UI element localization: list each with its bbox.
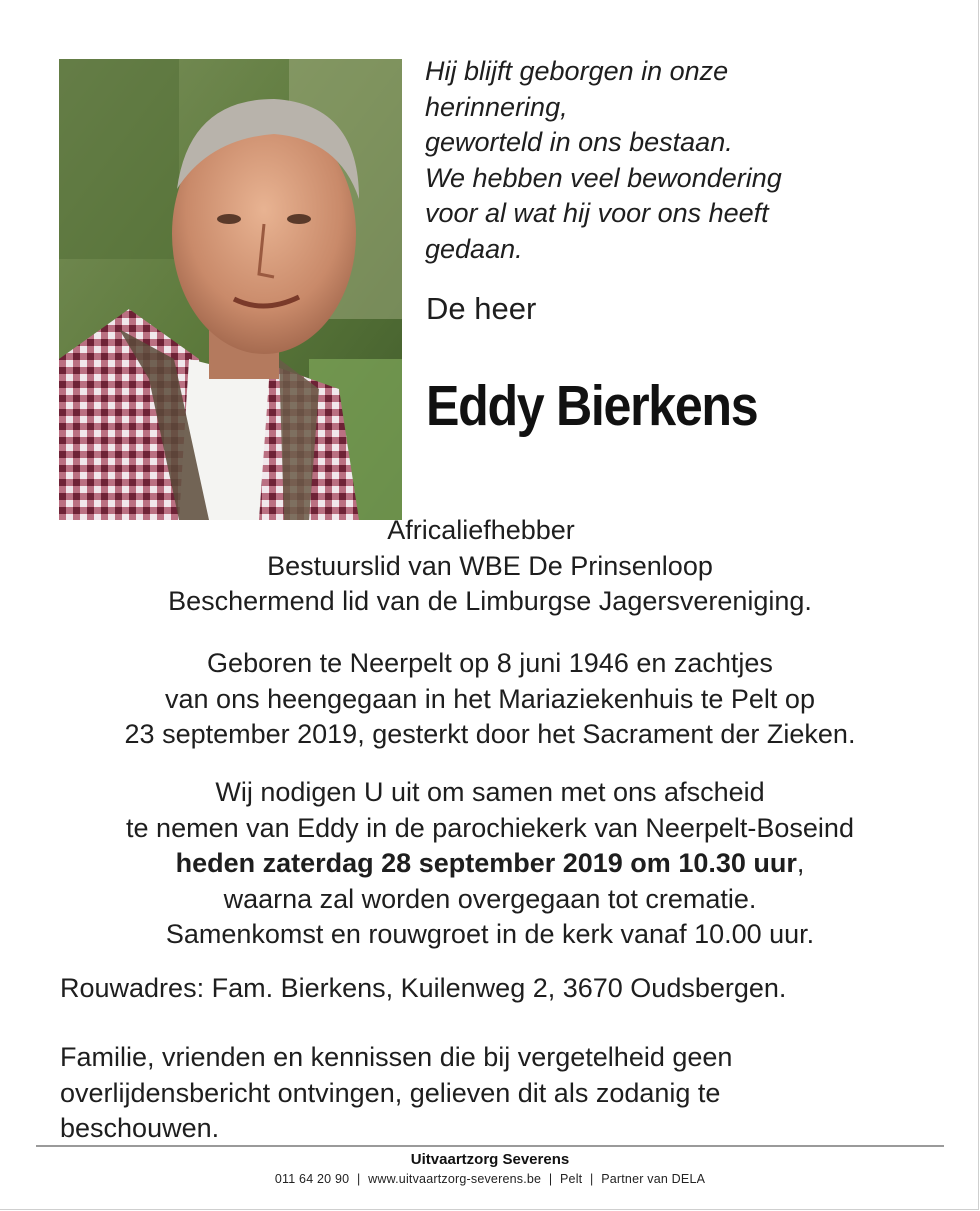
roles bbox=[0, 513, 980, 620]
honorific: De heer bbox=[426, 291, 537, 326]
poem-line: Hij blijft geborgen in onze bbox=[425, 56, 729, 86]
invitation-line: waarna zal worden overgegaan tot crematie. bbox=[223, 883, 757, 914]
role-line: Beschermend lid van de Limburgse Jagersvereniging. bbox=[168, 586, 812, 616]
invitation-line: Wij nodigen U uit om samen met ons afscheid bbox=[215, 777, 765, 807]
poem-line: geworteld in ons bestaan. bbox=[425, 127, 733, 157]
role-line: Bestuurslid van WBE De Prinsenloop bbox=[267, 550, 713, 581]
notice-line: overlijdensbericht ontvingen, gelieven dit als zodanig te bbox=[60, 1077, 721, 1108]
footer-separator: | bbox=[590, 1172, 594, 1186]
funeral-home-contact bbox=[0, 1170, 980, 1188]
invitation-line: Samenkomst en rouwgroet in de kerk vanaf 10.00 uur. bbox=[165, 919, 815, 949]
invitation-date: heden zaterdag 28 september 2019 om 10.30 uur bbox=[175, 848, 797, 878]
birth-death-line: Geboren te Neerpelt op 8 juni 1946 en zachtjes bbox=[207, 648, 773, 678]
poem bbox=[425, 54, 945, 267]
footer-phone: 011 64 20 90 bbox=[274, 1172, 350, 1186]
footer-separator: | bbox=[357, 1172, 361, 1186]
footer-separator: | bbox=[548, 1172, 553, 1186]
invitation-date-line bbox=[0, 846, 980, 882]
deceased-name: Eddy Bierkens bbox=[426, 374, 758, 438]
poem-line: herinnering, bbox=[425, 91, 568, 122]
notice-line: beschouwen. bbox=[60, 1113, 220, 1143]
birth-death-line: van ons heengegaan in het Mariaziekenhuis te Pelt op bbox=[165, 683, 815, 714]
portrait-illustration bbox=[59, 59, 402, 520]
invitation-line: te nemen van Eddy in de parochiekerk van Neerpelt-Boseind bbox=[126, 812, 854, 843]
birth-death-line: 23 september 2019, gesterkt door het Sacrament der Zieken. bbox=[124, 719, 856, 749]
portrait-photo bbox=[59, 59, 402, 520]
role-line: Africaliefhebber bbox=[387, 515, 575, 545]
funeral-invitation bbox=[0, 775, 980, 953]
invitation-date-suffix: , bbox=[796, 848, 805, 878]
footer-website-link[interactable]: www.uitvaartzorg-severens.be bbox=[368, 1172, 542, 1186]
footer-city: Pelt bbox=[560, 1172, 583, 1186]
family-notice bbox=[60, 1040, 860, 1147]
poem-line: We hebben veel bewondering bbox=[425, 162, 782, 193]
notice-line: Familie, vrienden en kennissen die bij vergetelheid geen bbox=[60, 1042, 733, 1072]
footer-partner: Partner van DELA bbox=[601, 1172, 706, 1186]
poem-line: gedaan. bbox=[425, 233, 523, 264]
footer-divider bbox=[36, 1145, 944, 1147]
funeral-home-name: Uitvaartzorg Severens bbox=[410, 1151, 570, 1168]
birth-death-text bbox=[0, 646, 980, 753]
poem-line: voor al wat hij voor ons heeft bbox=[425, 198, 769, 228]
mourning-address: Rouwadres: Fam. Bierkens, Kuilenweg 2, 3670 Oudsbergen. bbox=[60, 973, 787, 1003]
